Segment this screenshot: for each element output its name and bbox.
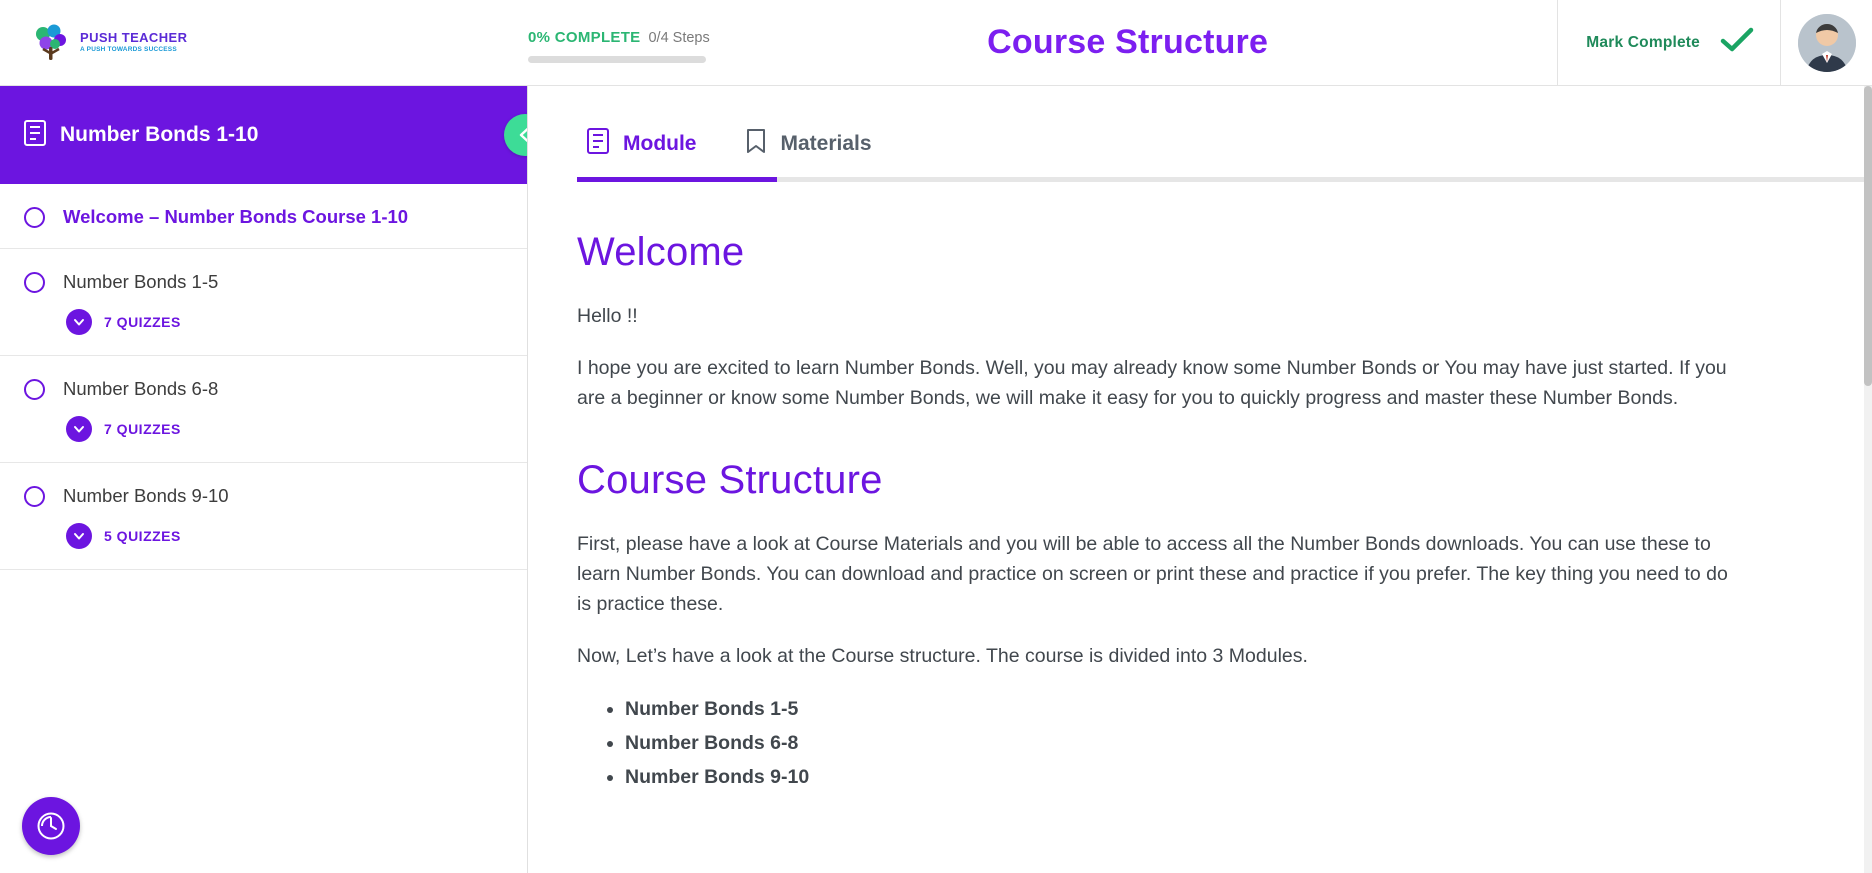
list-item: • Number Bonds 9-10 [625, 762, 1812, 792]
circle-outline-icon [24, 272, 45, 293]
page-scrollbar[interactable] [1864, 86, 1872, 873]
structure-paragraph-1: First, please have a look at Course Materials and you will be able to access all the Number Bonds downloads. You can use these to learn Number Bonds. You can download and practice on screen or print these and practice if you prefer. The key thing you need to do is practice these. [577, 532, 1728, 616]
quiz-count-label: 7 QUIZZES [104, 421, 181, 437]
avatar-container[interactable] [1780, 0, 1872, 86]
sidebar-header [0, 86, 527, 184]
circle-outline-icon [24, 486, 45, 507]
progress-percent-label: 0% COMPLETE [528, 28, 641, 46]
avatar [1798, 14, 1856, 72]
top-bar [0, 0, 1872, 86]
lesson-title: Number Bonds 6-8 [63, 378, 219, 399]
lesson-title: Number Bonds 1-5 [63, 271, 219, 292]
book-list-icon [24, 120, 46, 151]
quiz-count-label: 5 QUIZZES [104, 528, 181, 544]
sidebar-lesson-welcome[interactable] [0, 184, 527, 249]
sidebar-lesson-number-bonds-9-10[interactable] [0, 463, 527, 570]
sidebar-lesson-number-bonds-6-8[interactable] [0, 356, 527, 463]
content-tabs [529, 86, 1872, 182]
tab-label: Materials [780, 132, 872, 155]
module-list [603, 694, 1812, 793]
structure-paragraph-2: Now, Let’s have a look at the Course structure. The course is divided into 3 Modules. [577, 645, 1308, 668]
module-document-icon [587, 128, 609, 160]
lesson-title: Number Bonds 9-10 [63, 485, 229, 506]
lesson-title: Welcome – Number Bonds Course 1-10 [63, 206, 409, 227]
brand-title: PUSH TEACHER [80, 30, 188, 46]
main-content [529, 86, 1872, 873]
tab-label: Module [623, 132, 697, 155]
circle-outline-icon [24, 207, 45, 228]
progress-bar [528, 56, 706, 63]
progress-steps-label: 0/4 Steps [648, 29, 710, 46]
chevron-down-icon [66, 523, 92, 549]
course-sidebar [0, 86, 528, 873]
chevron-down-icon [66, 309, 92, 335]
brand-logo-area[interactable] [0, 0, 528, 86]
intro-paragraph: I hope you are excited to learn Number Bonds. Well, you may already know some Number Bonds or You may have just started. If you are a beginner or know some Number Bonds, we will make it easy for you to quickly progress and master these Number Bonds. [577, 357, 1727, 410]
brand-tagline: A PUSH TOWARDS SUCCESS [80, 47, 187, 54]
mark-complete-label: Mark Complete [1586, 33, 1700, 51]
sidebar-collapse-button[interactable] [504, 114, 528, 156]
tab-underline-active [577, 177, 777, 182]
lesson-quizzes-toggle[interactable] [66, 416, 503, 442]
bookmark-icon [745, 128, 767, 160]
chevron-down-icon [66, 416, 92, 442]
check-icon [1720, 26, 1754, 59]
quiz-count-label: 7 QUIZZES [104, 314, 181, 330]
page-title: Course Structure [987, 23, 1269, 61]
sidebar-lesson-number-bonds-1-5[interactable] [0, 249, 527, 356]
mark-complete-button[interactable] [1557, 0, 1780, 86]
welcome-heading: Welcome [577, 230, 745, 274]
sidebar-course-title: Number Bonds 1-10 [60, 123, 259, 146]
tree-logo-icon [30, 22, 72, 64]
lesson-quizzes-toggle[interactable] [66, 523, 503, 549]
circle-outline-icon [24, 379, 45, 400]
list-item: • Number Bonds 1-5 [625, 694, 1812, 724]
lesson-content [529, 182, 1872, 792]
tab-module[interactable] [577, 128, 735, 182]
greeting-text: Hello !! [577, 305, 638, 327]
list-item: • Number Bonds 6-8 [625, 728, 1812, 758]
accessibility-clock-icon[interactable] [22, 797, 80, 855]
course-structure-heading: Course Structure [577, 457, 883, 502]
lesson-quizzes-toggle[interactable] [66, 309, 503, 335]
tab-materials[interactable] [735, 128, 910, 182]
